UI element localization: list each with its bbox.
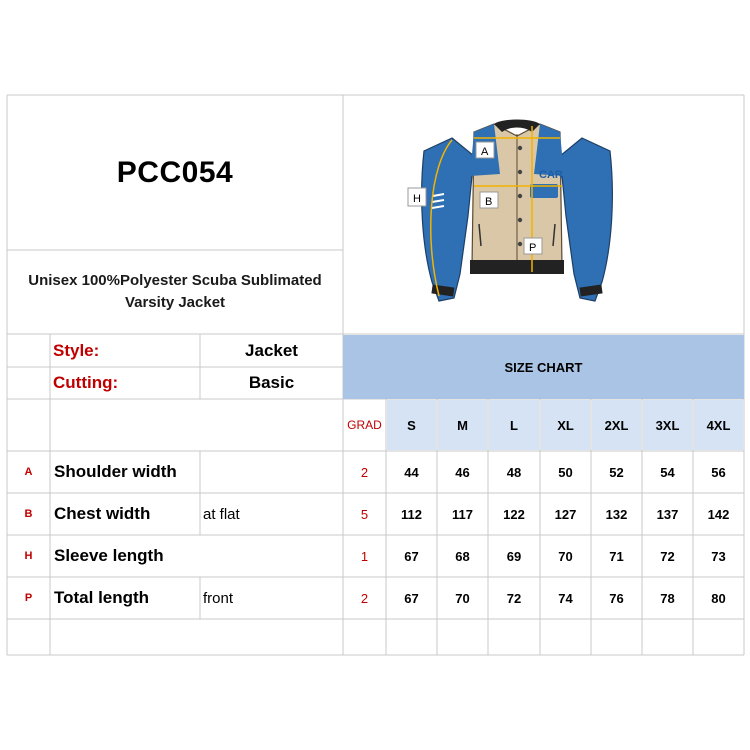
measure-value: 52 [609,464,624,480]
measure-value: 74 [558,590,573,606]
measure-code: A [24,466,33,478]
measure-value: 50 [558,464,573,480]
measure-value: 132 [605,506,628,522]
measure-grad: 2 [360,464,369,480]
measure-value: 71 [609,548,624,564]
size-header-3xl: 3XL [643,400,692,450]
measure-value: 69 [506,548,522,564]
measure-value: 80 [711,590,726,606]
measure-value: 46 [455,464,470,480]
measure-value: 72 [506,590,522,606]
size-header-4xl: 4XL [694,400,743,450]
product-description: Unisex 100%Polyester Scuba Sublimated Varsity Jacket [28,272,322,311]
measure-value: 117 [452,506,473,522]
marker-a: A [481,146,489,158]
measure-name: Shoulder width [54,462,177,481]
measure-note: front [203,589,234,607]
measure-value: 137 [656,506,679,522]
measure-value: 127 [554,506,577,522]
marker-b: B [485,196,493,208]
button [518,242,522,246]
cutting-label: Cutting: [53,373,119,392]
varsity-jacket-drawing [344,96,744,334]
measure-value: 56 [711,464,726,480]
waistband [470,260,564,274]
jacket-illustration [344,96,744,334]
measure-value: 112 [401,506,422,522]
measure-value: 70 [455,590,470,606]
marker-h: H [413,193,421,205]
measure-code: B [24,508,33,520]
measure-name: Sleeve length [54,546,164,565]
measure-grad: 5 [360,506,369,522]
measure-value: 67 [404,590,419,606]
cutting-value: Basic [248,373,295,392]
button [518,146,522,150]
measure-value: 76 [609,590,624,606]
size-chart-title: SIZE CHART [343,335,744,399]
measure-value: 54 [660,464,675,480]
style-label: Style: [53,341,100,360]
measure-name: Total length [54,588,150,607]
measure-note [200,535,343,577]
measure-grad: 2 [360,590,369,606]
chest-logo-text: CAR [539,169,563,181]
measure-name: Chest width [54,504,151,523]
measure-value: 48 [506,464,522,480]
button [518,170,522,174]
marker-p: P [529,242,537,254]
size-header-xl: XL [541,400,590,450]
measure-code: H [24,550,33,562]
collar [494,120,540,133]
measure-value: 68 [455,548,470,564]
measure-value: 142 [707,506,730,522]
grad-header: GRAD [347,418,382,432]
product-code: PCC054 [116,156,234,189]
size-header-l: L [489,400,539,450]
button [518,194,522,198]
measure-value: 122 [503,506,525,522]
size-header-m: M [438,400,487,450]
size-header-s: S [387,400,436,450]
left-sleeve [422,138,474,301]
measure-grad: 1 [360,548,369,564]
measure-value: 78 [660,590,675,606]
measure-value: 44 [404,464,419,480]
measure-note [200,451,343,493]
measure-value: 73 [711,548,726,564]
measure-value: 67 [404,548,419,564]
right-sleeve [560,138,612,301]
measure-value: 72 [660,548,675,564]
measure-note: at flat [203,505,240,523]
button [518,218,522,222]
measure-code: P [24,592,33,604]
style-value: Jacket [245,341,298,360]
measure-value: 70 [558,548,573,564]
size-header-2xl: 2XL [592,400,641,450]
